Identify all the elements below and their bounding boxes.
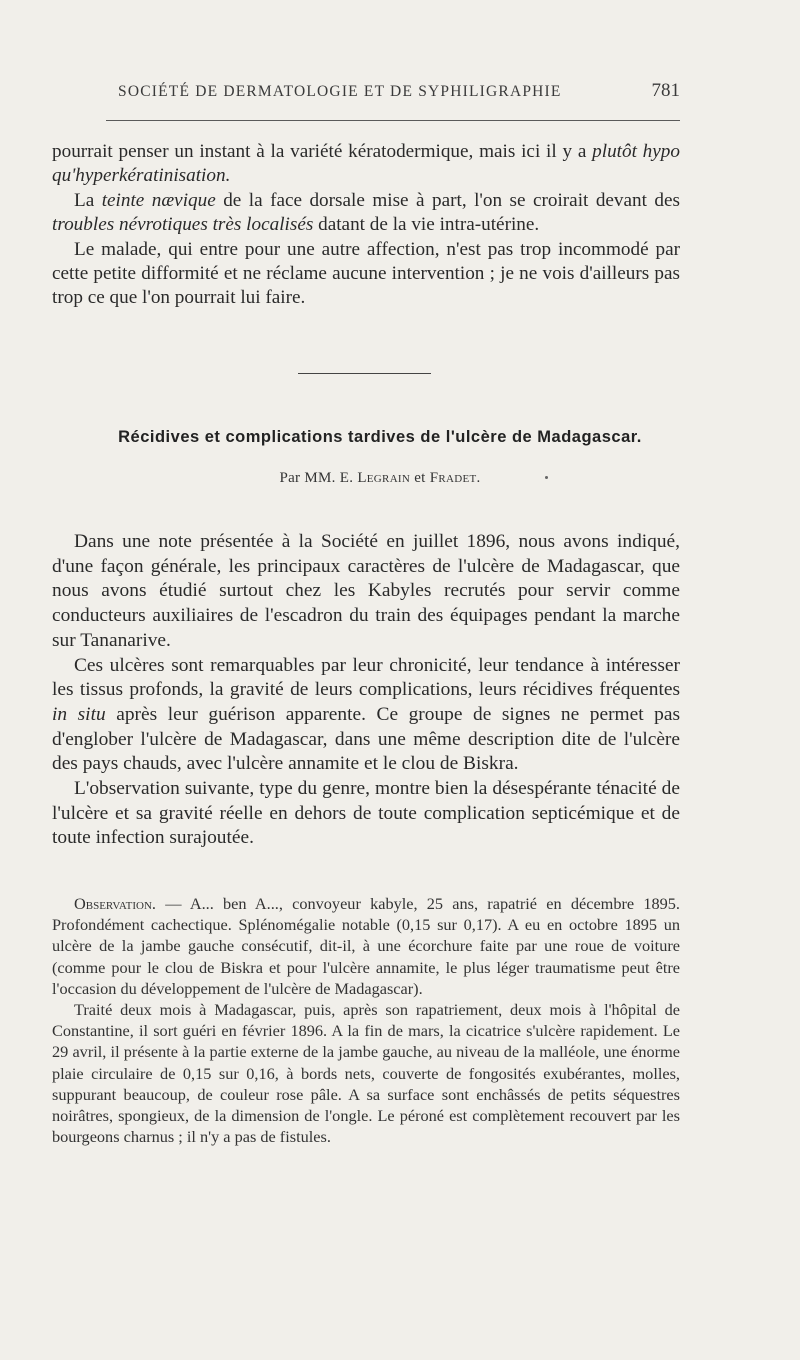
continuation-text — [52, 140, 680, 311]
paragraph — [52, 654, 680, 778]
article-body — [52, 530, 680, 851]
byline-prefix: Par MM. E. — [279, 470, 358, 486]
text-run: Ces ulcères sont remarquables par leur chronicité, leur tendance à intéresser les tissus profonds, la gravité de leurs complications, leurs récidives fréquentes — [52, 654, 680, 701]
paragraph — [52, 893, 680, 999]
text-run: datant de la vie intra-utérine. — [313, 214, 540, 236]
text-run: pourrait penser un instant à la variété kératodermique, mais ici il y a — [52, 141, 593, 162]
observation-block — [52, 893, 680, 1147]
print-speck — [545, 476, 548, 479]
author-name: Legrain — [357, 470, 411, 486]
page-number: 781 — [651, 80, 680, 101]
paragraph: Le malade, qui entre pour une autre affection, n'est pas trop incommodé par cette petite difformité et ne réclame aucune intervention ; je ne vois d'ailleurs pas trop ce que l'on pourrait lui faire. — [52, 238, 680, 309]
paragraph: Dans une note présentée à la Société en juillet 1896, nous avons indiqué, d'une façon générale, les principaux caractères de l'ulcère de Madagascar, que nous avons étudié surtout chez les Kabyles recrutés pour servir comme conducteurs auxiliaires de l'escadron du train des équipages pendant la marche sur Tananarive. — [52, 531, 680, 651]
italic-run: troubles névrotiques très localisés — [52, 214, 314, 236]
page-header — [118, 80, 680, 102]
paragraph: Traité deux mois à Madagascar, puis, après son rapatriement, deux mois à l'hôpital de Constantine, il sort guéri en février 1896. A la fin de mars, la cicatrice s'ulcère rapidement. Le 29 avril, il présente à la partie externe de la jambe gauche, au niveau de la malléole, une énorme plaie circulaire de 0,15 sur 0,16, à bords nets, couverte de fongosités exubérantes, molles, suppurant beaucoup, de couleur rose pâle. A sa surface sont enchâssés de petits séquestres noirâtres, spongieux, de la dimension de l'ongle. Le péroné est complètement recouvert par les bourgeons charnus ; il n'y a pas de fistules. — [52, 1000, 680, 1147]
header-rule — [106, 120, 680, 121]
byline-conjunction: et — [410, 470, 430, 486]
text-run: — A... ben A..., convoyeur kabyle, 25 ans, rapatrié en décembre 1895. Profondément cachectique. Splénomégalie notable (0,15 sur 0,17). A eu en octobre 1895 un ulcère de la jambe gauche consécutif, dit-il, à une écorchure faite par une roue de voiture (comme pour le clou de Biskra et pour l'ulcère annamite, le plus léger traumatisme peut être l'occasion du développement de l'ulcère de Madagascar). — [52, 894, 680, 998]
running-title: SOCIÉTÉ DE DERMATOLOGIE ET DE SYPHILIGRAPHIE — [118, 83, 562, 100]
paragraph — [52, 189, 680, 238]
paragraph: L'observation suivante, type du genre, montre bien la désespérante ténacité de l'ulcère et sa gravité réelle en dehors de toute complication septicémique et de toute infection surajoutée. — [52, 778, 680, 849]
paragraph — [52, 140, 680, 189]
article-title: Récidives et complications tardives de l'ulcère de Madagascar. — [118, 428, 642, 446]
section-separator — [298, 373, 431, 374]
observation-label: Observation. — [74, 894, 156, 913]
italic-run: teinte nævique — [101, 189, 216, 211]
text-run: après leur guérison apparente. Ce groupe de signes ne permet pas d'englober l'ulcère de Madagascar, dans une même description dite de l'ulcère des pays chauds, avec l'ulcère annamite et le clou de Biskra. — [52, 703, 681, 775]
text-run: La — [74, 189, 102, 211]
text-run: de la face dorsale mise à part, l'on se croirait devant des — [215, 189, 681, 211]
author-name: Fradet. — [429, 470, 481, 486]
italic-run: plutôt hypo qu'hyperkératinisation. — [52, 141, 680, 187]
italic-run: in situ — [52, 703, 106, 725]
byline — [40, 470, 720, 487]
